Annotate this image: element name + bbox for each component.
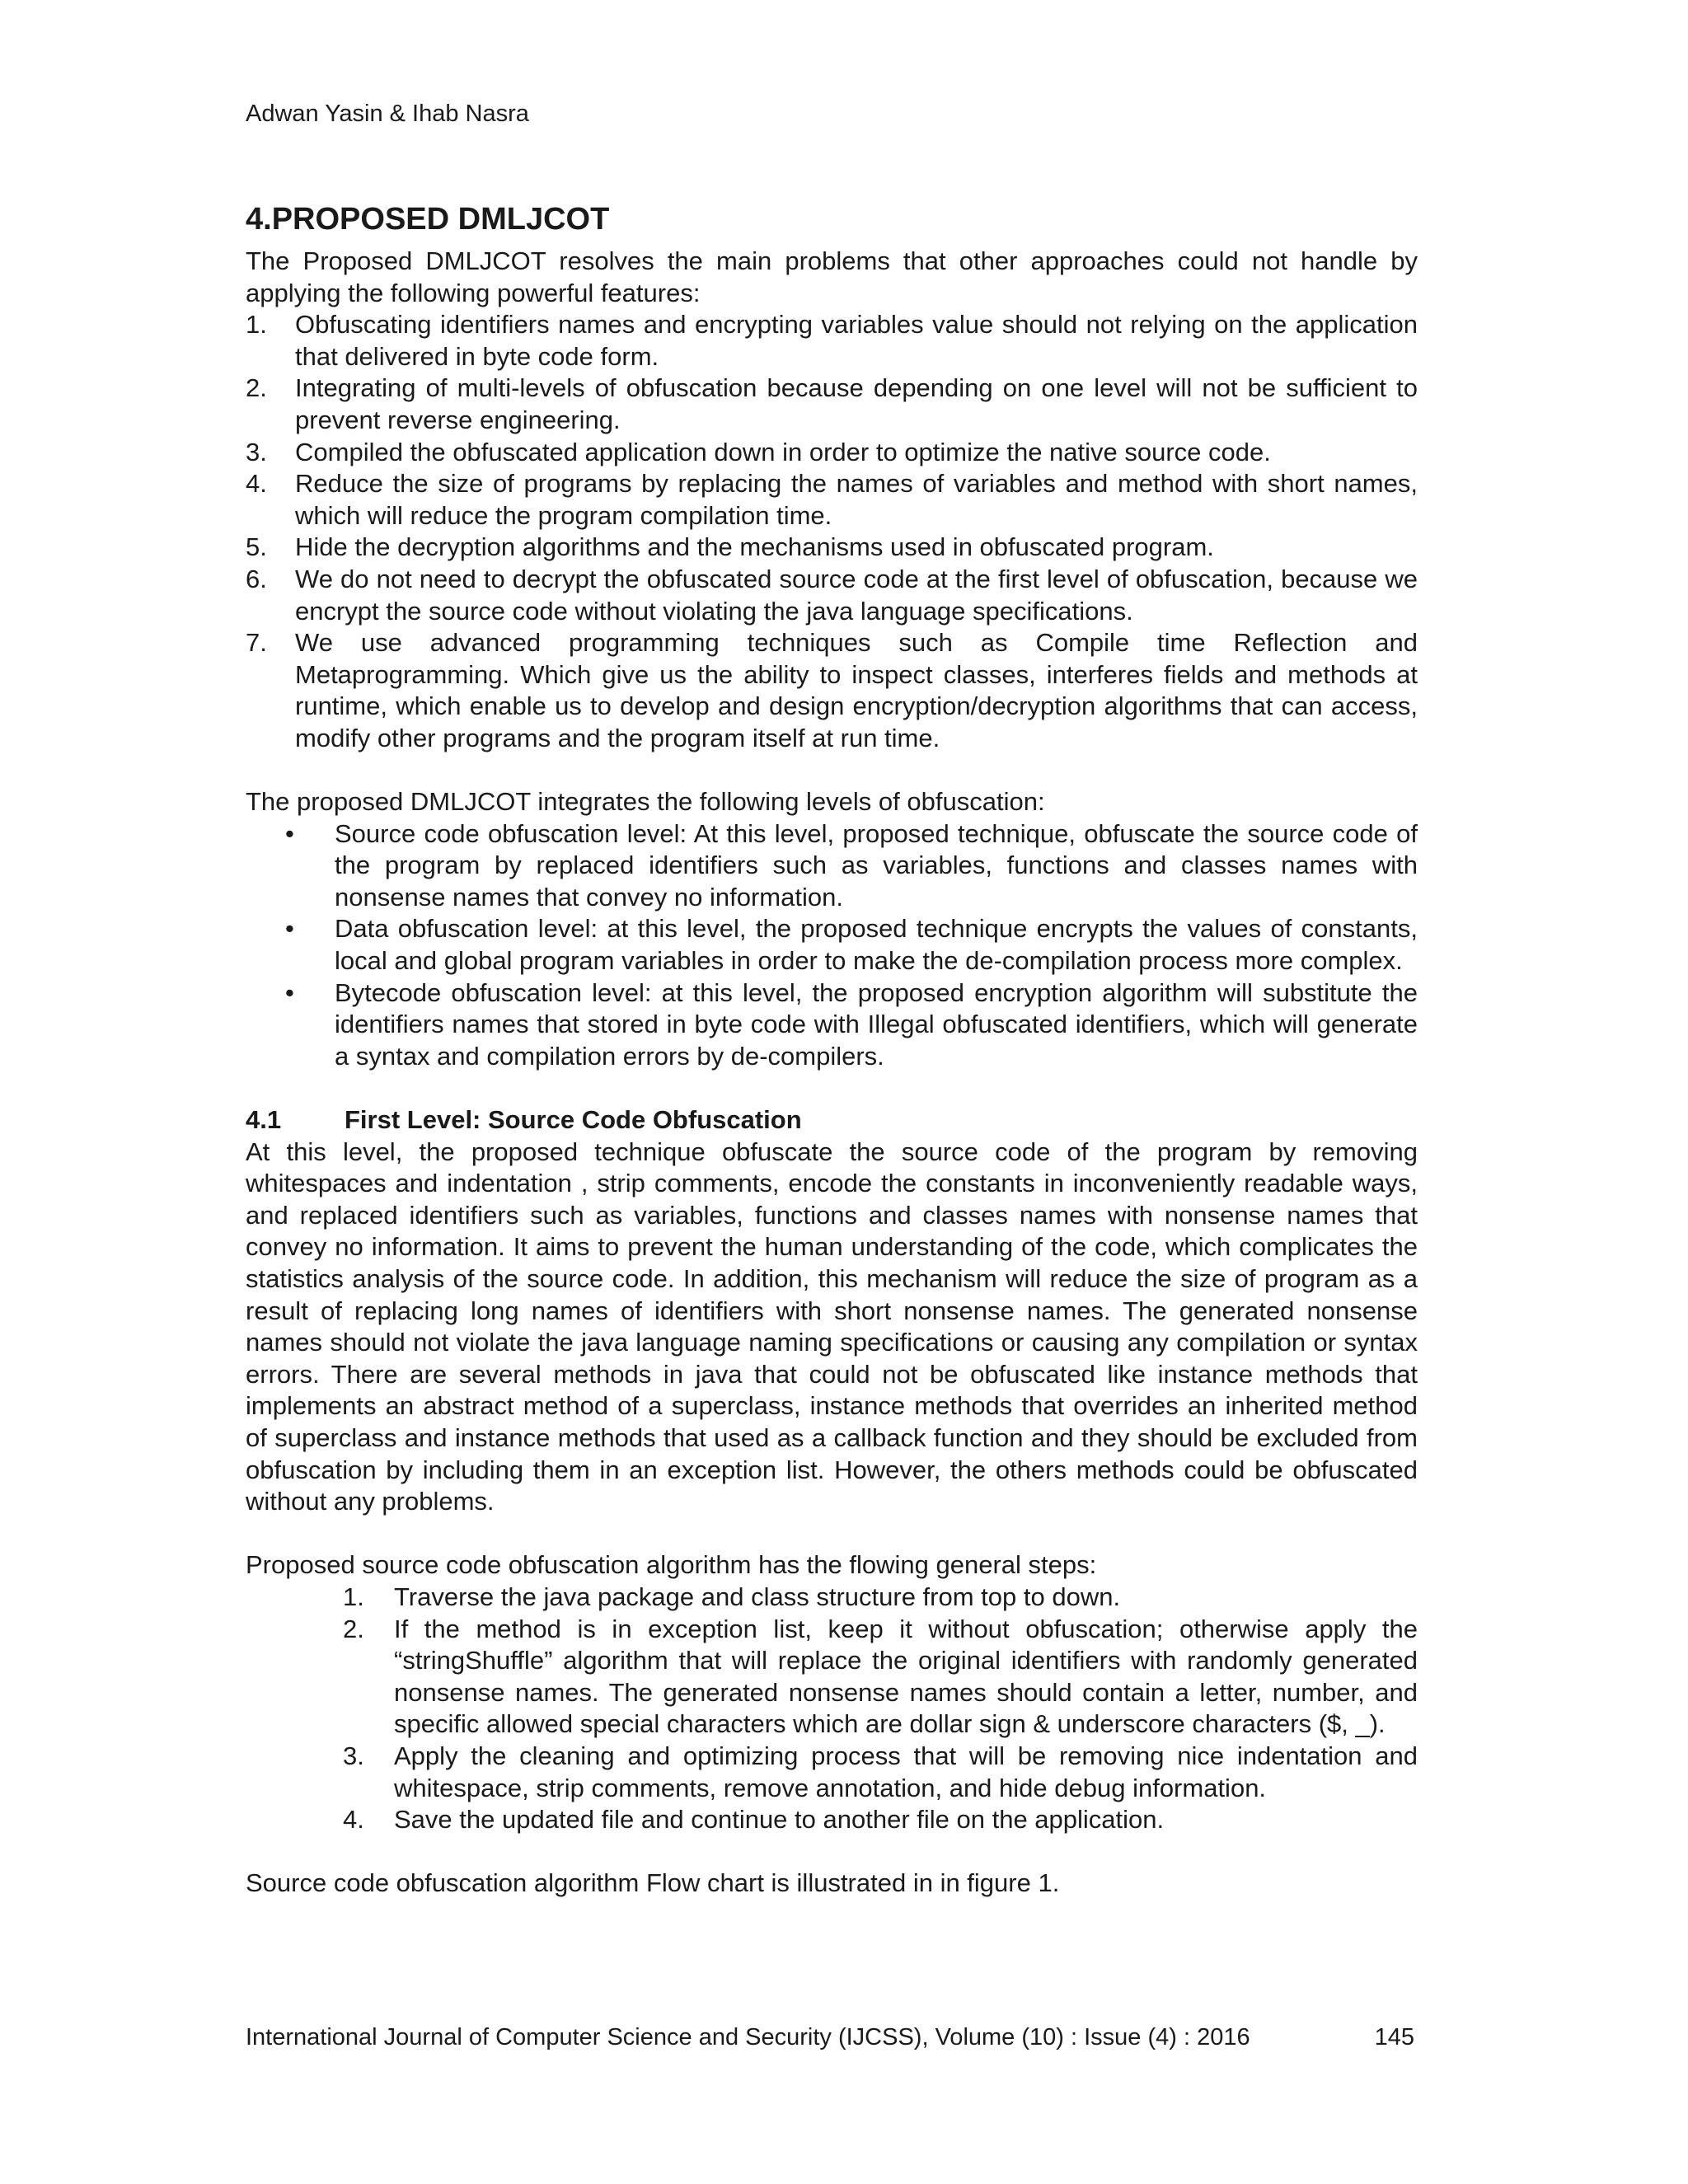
list-number: 2. xyxy=(343,1614,364,1643)
steps-intro: Proposed source code obfuscation algorithm has the flowing general steps: xyxy=(246,1550,1097,1580)
list-text: Source code obfuscation level: At this level, proposed technique, obfuscate the source code of the program by replaced identifiers such as variables, functions and classes names with nonsense names that convey no information. xyxy=(335,818,1418,912)
subsection-title: First Level: Source Code Obfuscation xyxy=(345,1105,802,1135)
bullet-icon: • xyxy=(285,914,294,944)
list-number: 6. xyxy=(246,564,267,593)
bullet-icon: • xyxy=(285,818,294,848)
list-item xyxy=(343,1582,1418,1614)
list-text: Data obfuscation level: at this level, the proposed technique encrypts the values of constants, local and global program variables in order to make the de-compilation process more complex. xyxy=(335,914,1418,976)
list-item xyxy=(246,627,1418,754)
paragraph-gap xyxy=(246,1836,1418,1868)
list-text: Integrating of multi-levels of obfuscation because depending on one level will not be sufficient to prevent reverse engineering. xyxy=(295,373,1418,434)
subsection-4-1-heading xyxy=(246,1104,1418,1137)
list-number: 1. xyxy=(343,1582,364,1611)
list-text: Reduce the size of programs by replacing the names of variables and method with short names, which will reduce the program compilation time. xyxy=(295,469,1418,530)
closing-sentence: Source code obfuscation algorithm Flow chart is illustrated in in figure 1. xyxy=(246,1868,1060,1898)
section-4-heading: 4.PROPOSED DMLJCOT xyxy=(246,202,610,237)
list-text: Apply the cleaning and optimizing process that will be removing nice indentation and whitespace, strip comments, remove annotation, and hide debug information. xyxy=(394,1741,1418,1802)
list-number: 4. xyxy=(246,469,267,499)
list-item xyxy=(246,977,1418,1073)
list-text: Bytecode obfuscation level: at this level, the proposed encryption algorithm will substitute the identifiers names that stored in byte code with Illegal obfuscated identifiers, which will generate a syntax and compilation errors by de-compilers. xyxy=(335,977,1418,1071)
list-text: If the method is in exception list, keep it without obfuscation; otherwise apply the “stringShuffle” algorithm that will replace the original identifiers with randomly generated nonsense names. The generated nonsense names should contain a letter, number, and specific allowed special characters which are dollar sign & underscore characters ($, _). xyxy=(394,1614,1418,1739)
list-text: Save the updated file and continue to another file on the application. xyxy=(394,1805,1165,1835)
running-header: Adwan Yasin & Ihab Nasra xyxy=(246,101,529,127)
journal-citation: International Journal of Computer Science and Security (IJCSS), Volume (10) : Issue (4) : 2016 xyxy=(246,2024,1250,2050)
algorithm-steps-list xyxy=(246,1582,1418,1836)
bullet-icon: • xyxy=(285,977,294,1007)
list-item xyxy=(246,437,1418,469)
list-text: We do not need to decrypt the obfuscated source code at the first level of obfuscation, because we encrypt the source code without violating the java language specifications. xyxy=(295,564,1418,626)
list-text: Obfuscating identifiers names and encrypting variables value should not relying on the application that delivered in byte code form. xyxy=(295,310,1418,371)
list-number: 1. xyxy=(246,310,267,340)
list-number: 7. xyxy=(246,628,267,658)
list-item xyxy=(246,818,1418,914)
subsection-4-1-body: At this level, the proposed technique obfuscate the source code of the program by removing whitespaces and indentation , strip comments, encode the constants in inconveniently readable ways, and replaced identifiers such as variables, functions and classes names with nonsense names that convey no information. It aims to prevent the human understanding of the code, which complicates the statistics analysis of the source code. In addition, this mechanism will reduce the size of program as a result of replacing long names of identifiers with short nonsense names. The generated nonsense names should not violate the java language naming specifications or causing any compilation or syntax errors. There are several methods in java that could not be obfuscated like instance methods that implements an abstract method of a superclass, instance methods that overrides an inherited method of superclass and instance methods that used as a callback function and they should be excluded from obfuscation by including them in an exception list. However, the others methods could be obfuscated without any problems. xyxy=(246,1137,1418,1516)
page-content xyxy=(246,198,1418,1900)
levels-intro: The proposed DMLJCOT integrates the following levels of obfuscation: xyxy=(246,787,1045,817)
list-number: 5. xyxy=(246,532,267,562)
list-item xyxy=(246,913,1418,977)
section-4-intro: The Proposed DMLJCOT resolves the main problems that other approaches could not handle by applying the following powerful features: xyxy=(246,246,1418,307)
subsection-number: 4.1 xyxy=(246,1105,282,1135)
paragraph-gap xyxy=(246,755,1418,787)
list-item xyxy=(343,1614,1418,1741)
list-item xyxy=(246,564,1418,627)
list-text: Traverse the java package and class structure from top to down. xyxy=(394,1582,1121,1611)
obfuscation-levels-list xyxy=(246,818,1418,1073)
list-text: Hide the decryption algorithms and the mechanisms used in obfuscated program. xyxy=(295,532,1214,562)
list-item xyxy=(246,309,1418,373)
list-item xyxy=(246,532,1418,564)
list-item xyxy=(246,373,1418,436)
list-text: We use advanced programming techniques such as Compile time Reflection and Metaprogramming. Which give us the ability to inspect classes, interferes fields and methods at runtime, which enable us to develop and design encryption/decryption algorithms that can access, modify other programs and the program itself at run time. xyxy=(295,628,1418,752)
list-number: 3. xyxy=(343,1741,364,1770)
list-text: Compiled the obfuscated application down in order to optimize the native source code. xyxy=(295,437,1271,466)
list-number: 3. xyxy=(246,437,267,466)
features-list xyxy=(246,309,1418,754)
list-number: 2. xyxy=(246,373,267,403)
page-number: 145 xyxy=(1374,2024,1414,2050)
paragraph-gap xyxy=(246,1072,1418,1104)
page-footer xyxy=(246,2021,1418,2054)
list-item xyxy=(343,1804,1418,1836)
list-item xyxy=(246,468,1418,532)
list-number: 4. xyxy=(343,1805,364,1835)
list-item xyxy=(343,1741,1418,1804)
paragraph-gap xyxy=(246,1518,1418,1550)
